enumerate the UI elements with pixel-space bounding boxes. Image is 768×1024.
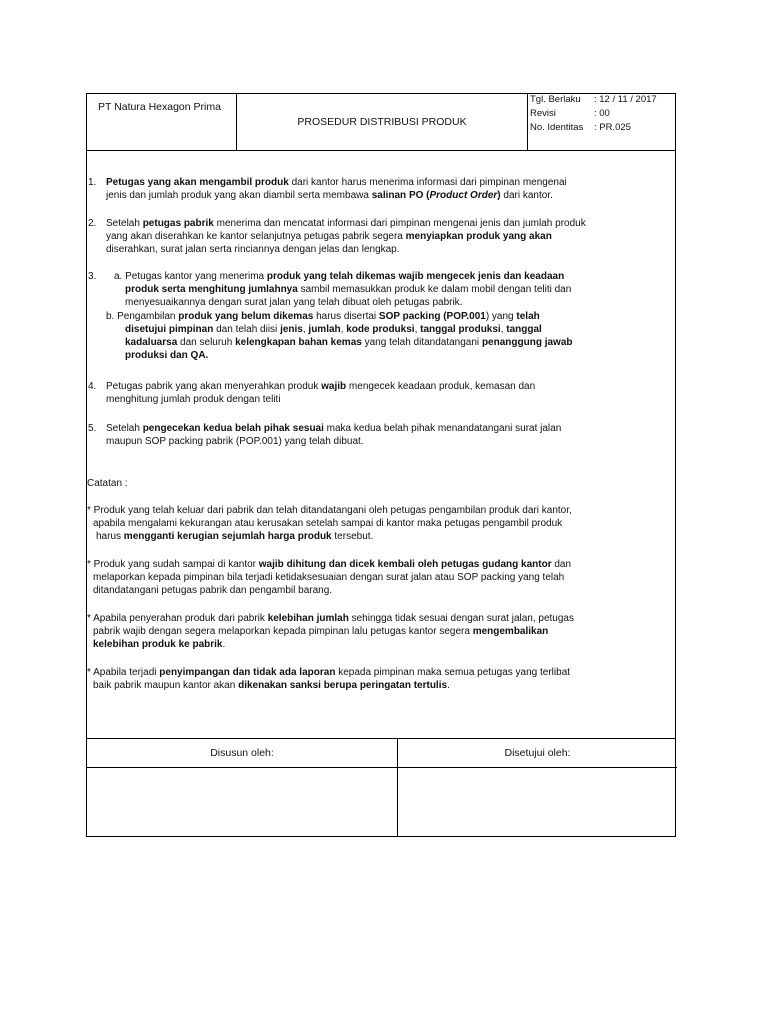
- note-1: * Produk yang telah keluar dari pabrik dan telah ditandatangani oleh petugas pengambilan produk dari kantor, apabila mengalami kekurangan atau kerusakan setelah sampai di kantor maka petugas pengambil produk harus mengganti kerugian sejumlah harga produk tersebut.: [87, 505, 572, 543]
- note-3: * Apabila penyerahan produk dari pabrik kelebihan jumlah sehingga tidak sesuai dengan surat jalan, petugas pabrik wajib dengan segera melaporkan kepada pimpinan lalu petugas kantor segera mengembalikan kelebihan produk ke pabrik.: [87, 613, 574, 651]
- signature-table: [87, 738, 675, 837]
- company-cell: [87, 94, 237, 150]
- procedure-body: 1. Petugas yang akan mengambil produk dari kantor harus menerima informasi dari pimpinan mengenai jenis dan jumlah produk yang akan diambil serta membawa salinan PO (Product Order) dari kantor. 2. Setelah petugas pabrik menerima dan mencatat informasi dari pimpinan mengenai jenis dan jumlah produk yang akan diserahkan ke kantor selanjutnya petugas pabrik segera menyiapkan produk yang akan diserahkan, surat jalan serta rinciannya dengan jelas dan lengkap. 3. a. Petugas kantor yang menerima produk yang telah dikemas wajib mengecek jenis dan keadaan produk serta menghitung jumlahnya sambil memasukkan produk ke dalam mobil dengan teliti dan menyesuaikannya dengan surat jalan yang telah dibuat oleh petugas pabrik. b. Pengambilan produk yang belum dikemas harus disertai SOP packing (POP.001) yang telah disetujui pimpinan dan telah diisi jenis, jumlah, kode produksi, tanggal produksi, tanggal kadaluarsa dan seluruh kelengkapan bahan kemas yang telah ditandatangani penanggung jawab produksi dan QA. 4. Petugas pabrik yang akan menyerahkan produk wajib mengecek keadaan produk, kemasan dan menghitung jumlah produk dengan teliti 5. Setelah pengecekan kedua belah pihak sesuai maka kedua belah pihak menandatangani surat jalan maupun SOP packing pabrik (POP.001) yang telah dibuat. Catatan : * Produk yang telah keluar dari pabrik dan telah ditandatangani oleh petugas pengambilan produk dari kantor, apabila mengalami kekurangan atau kerusakan setelah sampai di kantor maka petugas pengambil produk harus mengganti kerugian sejumlah harga produk tersebut. * Produk yang sudah sampai di kantor wajib dihitung dan dicek kembali oleh petugas gudang kantor dan melaporkan kepada pimpinan bila terjadi ketidaksesuaian dengan surat jalan atau SOP packing yang telah ditandatangani petugas pabrik dan pengambil barang. * Apabila penyerahan produk dari pabrik kelebihan jumlah sehingga tidak sesuai dengan surat jalan, petugas pabrik wajib dengan segera melaporkan kepada pimpinan lalu petugas kantor segera mengembalikan kelebihan produk ke pabrik. * Apabila terjadi penyimpangan dan tidak ada laporan kepada pimpinan maka semua petugas yang terlibat baik pabrik maupun kantor akan dikenakan sanksi berupa peringatan tertulis.: [87, 150, 675, 738]
- approved-by-column: [398, 739, 677, 837]
- document-title: PROSEDUR DISTRIBUSI PRODUK: [297, 116, 467, 128]
- note-4: * Apabila terjadi penyimpangan dan tidak ada laporan kepada pimpinan maka semua petugas yang terlibat baik pabrik maupun kantor akan dikenakan sanksi berupa peringatan tertulis.: [87, 667, 571, 692]
- company-name: PT Natura Hexagon Prima: [98, 101, 221, 113]
- prepared-by-column: [87, 739, 398, 837]
- prepared-by-label: Disusun oleh:: [210, 747, 274, 759]
- procedure-document: [86, 93, 676, 837]
- document-header: [87, 94, 675, 151]
- title-cell: [237, 94, 528, 150]
- notes-title: Catatan :: [87, 478, 128, 489]
- meta-cell: Tgl. Berlaku : 12 / 11 / 2017 Revisi : 00 No. Identitas : PR.025: [530, 94, 657, 133]
- approved-by-label: Disetujui oleh:: [504, 747, 571, 759]
- note-2: * Produk yang sudah sampai di kantor wajib dihitung dan dicek kembali oleh petugas gudang kantor dan melaporkan kepada pimpinan bila terjadi ketidaksesuaian dengan surat jalan atau SOP packing yang telah ditandatangani petugas pabrik dan pengambil barang.: [87, 559, 572, 597]
